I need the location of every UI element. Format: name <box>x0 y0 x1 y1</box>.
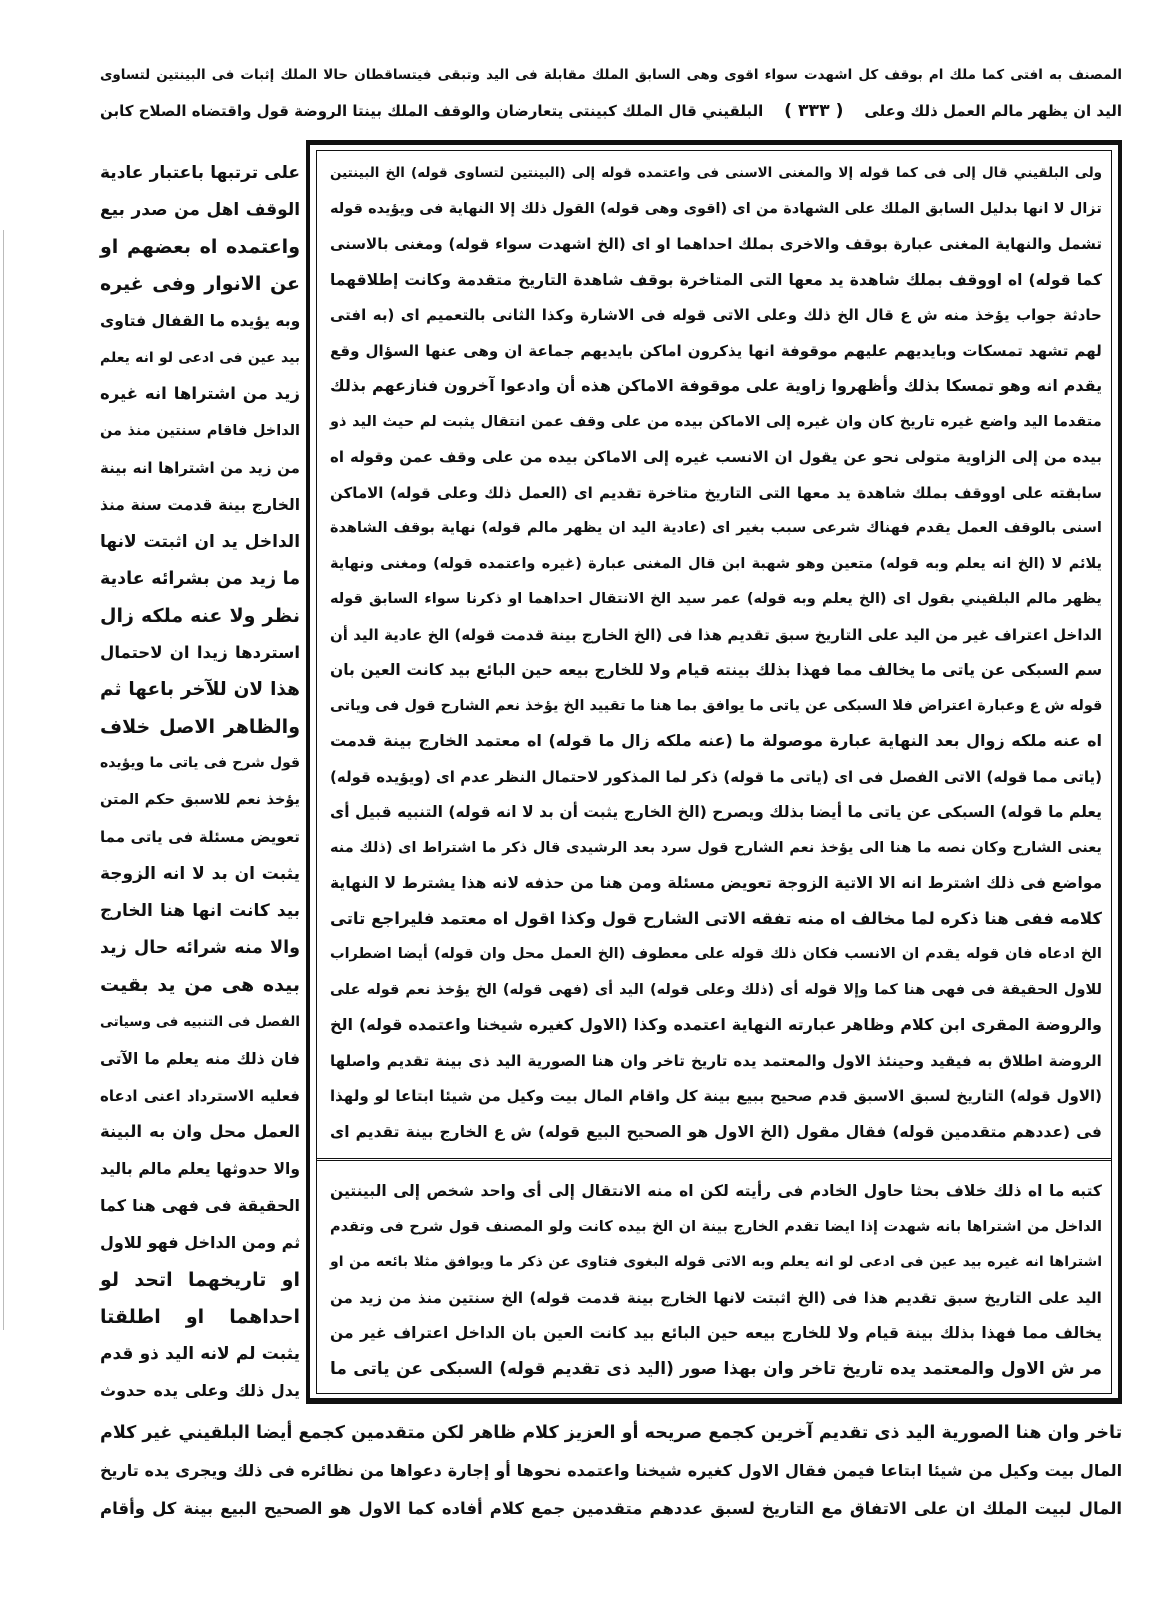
page-number: ( ٣٣٣ ) <box>784 101 844 121</box>
main-text-line: عادية‎ ‎بشرائه‎ ‎من‎ ‎زيد‎ ‎ما <box>100 568 301 589</box>
commentary-line: اى‎ ‎تقديم‎ ‎بينة‎ ‎الخارج‎ ‎ع‎ ‎ش‎ ‎(قوله‎ ‎البيع‎ ‎الصحيح‎ ‎هو‎ ‎الاول‎ ‎الخ)‎ ‎مقول‎ ‎فقال‎ ‎(قوله‎ ‎متقدمين‎ ‎عددهم)‎ ‎فى <box>330 1122 1102 1141</box>
main-text-line: كما‎ ‎هنا‎ ‎فهى‎ ‎فى‎ ‎الحقيقة <box>100 1196 301 1216</box>
main-text-line: البينة‎ ‎به‎ ‎وان‎ ‎محل‎ ‎العمل <box>100 1122 301 1142</box>
commentary-line: بالاسنى‎ ‎ومغنى‎ ‎(قوله‎ ‎سواء‎ ‎اشهدت‎ ‎الخ)‎ ‎اى‎ ‎او‎ ‎احداهما‎ ‎بملك‎ ‎والاخرى‎ ‎بوقف‎ ‎عبارة‎ ‎المغنى‎ ‎والنهاية‎ ‎تشمل <box>330 235 1103 253</box>
scan-edge <box>3 230 4 1330</box>
main-text-line: ويؤيده‎ ‎ما‎ ‎ياتى‎ ‎فى‎ ‎شرح‎ ‎قول <box>100 755 301 772</box>
commentary-line: افتى‎ ‎به)‎ ‎اى‎ ‎بالتعميم‎ ‎الثانى‎ ‎وكذا‎ ‎الاشارة‎ ‎فى‎ ‎قوله‎ ‎الاتى‎ ‎وعلى‎ ‎ذلك‎ ‎الخ‎ ‎قال‎ ‎ع‎ ‎ش‎ ‎منه‎ ‎يؤخذ‎ ‎جواب‎ ‎حادثة <box>330 306 1102 324</box>
commentary-line: اه‎ ‎وقوله‎ ‎عمن‎ ‎وقف‎ ‎على‎ ‎من‎ ‎بيده‎ ‎الاماكن‎ ‎إلى‎ ‎غيره‎ ‎الانسب‎ ‎ان‎ ‎يقول‎ ‎عن‎ ‎نحو‎ ‎متولى‎ ‎الزاوية‎ ‎إلى‎ ‎من‎ ‎بيده <box>330 448 1102 466</box>
main-text-line: قدم‎ ‎ذو‎ ‎اليد‎ ‎لانه‎ ‎لم‎ ‎يثبت <box>100 1343 300 1364</box>
commentary-line: قوله‎ ‎السابق‎ ‎سواء‎ ‎ذكرنا‎ ‎او‎ ‎احداهما‎ ‎الانتقال‎ ‎الخ‎ ‎سيد‎ ‎عمر‎ ‎(قوله‎ ‎وبه‎ ‎يعلم‎ ‎الخ)‎ ‎اى‎ ‎بقول‎ ‎البلقيني‎ ‎مالم‎ ‎يظهر <box>330 591 1102 607</box>
commentary-line: تاتى‎ ‎فليراجع‎ ‎معتمد‎ ‎اه‎ ‎اقول‎ ‎وكذا‎ ‎قول‎ ‎الشارح‎ ‎الاتى‎ ‎تفقه‎ ‎منه‎ ‎اه‎ ‎مخالف‎ ‎لما‎ ‎ذكره‎ ‎هنا‎ ‎ففى‎ ‎كلامه <box>330 908 1103 928</box>
main-text-line: زيد‎ ‎حال‎ ‎شرائه‎ ‎منه‎ ‎والا <box>100 937 300 958</box>
footer-line: تاريخ‎ ‎يده‎ ‎ويجرى‎ ‎ذلك‎ ‎فى‎ ‎نظائره‎ ‎من‎ ‎دعواها‎ ‎إجارة‎ ‎أو‎ ‎نحوها‎ ‎واعتمده‎ ‎شيخنا‎ ‎كغيره‎ ‎الاول‎ ‎فقال‎ ‎فيمن‎ ‎ابتاعا‎ ‎شيئا‎ ‎من‎ ‎وكيل‎ ‎بيت‎ ‎المال <box>100 1461 1123 1480</box>
commentary-line: من‎ ‎زيد‎ ‎من‎ ‎منذ‎ ‎سنتين‎ ‎الخ‎ ‎(قوله‎ ‎قدمت‎ ‎بينة‎ ‎الخارج‎ ‎لانها‎ ‎اثبتت‎ ‎الخ)‎ ‎فى‎ ‎هذا‎ ‎تقديم‎ ‎سبق‎ ‎التاريخ‎ ‎على‎ ‎اليد <box>330 1288 1102 1307</box>
commentary-line: من‎ ‎غير‎ ‎اعتراف‎ ‎الداخل‎ ‎بان‎ ‎العين‎ ‎كانت‎ ‎بيد‎ ‎البائع‎ ‎حين‎ ‎بيعه‎ ‎للخارج‎ ‎ولا‎ ‎قيام‎ ‎بينة‎ ‎بذلك‎ ‎فهذا‎ ‎مما‎ ‎يخالف <box>330 1324 1102 1342</box>
commentary-line: الشاهدة‎ ‎بوقف‎ ‎نهاية‎ ‎(قوله‎ ‎مالم‎ ‎يظهر‎ ‎ان‎ ‎اليد‎ ‎عادية)‎ ‎اى‎ ‎بغير‎ ‎سبب‎ ‎شرعى‎ ‎فهناك‎ ‎يقدم‎ ‎العمل‎ ‎بالوقف‎ ‎اسنى <box>330 520 1102 536</box>
main-text-line: ثم‎ ‎باعها‎ ‎للآخر‎ ‎لان‎ ‎هذا <box>100 678 300 700</box>
commentary-line: أن‎ ‎اليد‎ ‎عادية‎ ‎الخ‎ ‎(قوله‎ ‎قدمت‎ ‎بينة‎ ‎الخارج‎ ‎الخ)‎ ‎فى‎ ‎هذا‎ ‎تقديم‎ ‎سبق‎ ‎التاريخ‎ ‎على‎ ‎اليد‎ ‎من‎ ‎غير‎ ‎اعتراف‎ ‎الداخل <box>330 625 1102 644</box>
main-text-line: او‎ ‎بعضهم‎ ‎اه‎ ‎واعتمده <box>100 235 301 258</box>
commentary-line: وتقدم‎ ‎فى‎ ‎شرح‎ ‎قول‎ ‎المصنف‎ ‎ولو‎ ‎كانت‎ ‎بيده‎ ‎الخ‎ ‎ان‎ ‎بينة‎ ‎الخارج‎ ‎تقدم‎ ‎ايضا‎ ‎إذا‎ ‎شهدت‎ ‎بانه‎ ‎اشتراها‎ ‎من‎ ‎الداخل <box>330 1218 1102 1235</box>
main-text-line: فتاوى‎ ‎القفال‎ ‎ما‎ ‎يؤيده‎ ‎وبه <box>100 311 301 330</box>
commentary-line: واصلها‎ ‎تقديم‎ ‎بينة‎ ‎ذى‎ ‎اليد‎ ‎الصورية‎ ‎هنا‎ ‎وان‎ ‎تاخر‎ ‎تاريخ‎ ‎يده‎ ‎والمعتمد‎ ‎الاول‎ ‎وحينئذ‎ ‎فيقيد‎ ‎به‎ ‎اطلاق‎ ‎الروضة <box>330 1051 1102 1070</box>
commentary-line: على‎ ‎قوله‎ ‎نعم‎ ‎يؤخذ‎ ‎الخ‎ ‎(قوله‎ ‎فهى)‎ ‎أى‎ ‎اليد‎ ‎(قوله‎ ‎وعلى‎ ‎ذلك)‎ ‎أى‎ ‎قوله‎ ‎وإلا‎ ‎كما‎ ‎هنا‎ ‎فهى‎ ‎فى‎ ‎الحقيقة‎ ‎للاول <box>330 981 1102 998</box>
main-text-line: من‎ ‎منذ‎ ‎سنتين‎ ‎فاقام‎ ‎الداخل <box>100 423 300 440</box>
main-text-line: خلاف‎ ‎الاصل‎ ‎والظاهر <box>100 715 300 738</box>
commentary-line: أى‎ ‎قبيل‎ ‎التنبيه‎ ‎(قوله‎ ‎انه‎ ‎لا‎ ‎بد‎ ‎أن‎ ‎يثبت‎ ‎الخارج‎ ‎الخ)‎ ‎ويصرح‎ ‎بذلك‎ ‎أيضا‎ ‎ما‎ ‎ياتى‎ ‎عن‎ ‎السبكى‎ ‎(قوله‎ ‎ما‎ ‎يعلم <box>330 803 1103 821</box>
main-text-line: يعلم‎ ‎انه‎ ‎لو‎ ‎ادعى‎ ‎فى‎ ‎عين‎ ‎بيد <box>100 349 301 366</box>
main-text-line: بقيت‎ ‎يد‎ ‎من‎ ‎هى‎ ‎بيده <box>100 973 300 996</box>
commentary-line: بان‎ ‎العين‎ ‎كانت‎ ‎بيد‎ ‎البائع‎ ‎حين‎ ‎بيعه‎ ‎للخارج‎ ‎ولا‎ ‎قيام‎ ‎بينته‎ ‎بذلك‎ ‎فهذا‎ ‎مما‎ ‎يخالف‎ ‎ما‎ ‎ياتى‎ ‎عن‎ ‎السبكى‎ ‎سم <box>330 661 1103 679</box>
commentary-line: (قوله‎ ‎ويؤيده)‎ ‎اى‎ ‎عدم‎ ‎النظر‎ ‎لاحتمال‎ ‎المذكور‎ ‎لما‎ ‎ذكر‎ ‎(قوله‎ ‎ما‎ ‎ياتى)‎ ‎اى‎ ‎فى‎ ‎الفصل‎ ‎الاتى‎ ‎(قوله‎ ‎مما‎ ‎ياتى) <box>330 767 1102 786</box>
commentary-line: البينتين‎ ‎إلى‎ ‎شخص‎ ‎واحد‎ ‎أى‎ ‎إلى‎ ‎الانتقال‎ ‎منه‎ ‎اه‎ ‎لكن‎ ‎رأيته‎ ‎فى‎ ‎الخادم‎ ‎حاول‎ ‎بحثا‎ ‎خلاف‎ ‎ذلك‎ ‎اه‎ ‎ما‎ ‎كتبه <box>330 1182 1102 1200</box>
commentary-line: ذو‎ ‎اليد‎ ‎حيث‎ ‎لم‎ ‎يثبت‎ ‎انتقال‎ ‎عمن‎ ‎وقف‎ ‎على‎ ‎من‎ ‎بيده‎ ‎الاماكن‎ ‎إلى‎ ‎غيره‎ ‎وان‎ ‎كان‎ ‎تاريخ‎ ‎غيره‎ ‎واضع‎ ‎اليد‎ ‎متقدما <box>330 413 1102 430</box>
main-text-line: زال‎ ‎ملكه‎ ‎عنه‎ ‎ولا‎ ‎نظر <box>100 604 300 627</box>
main-text-line: باليد‎ ‎مالم‎ ‎يعلم‎ ‎حدوثها‎ ‎والا <box>100 1160 300 1179</box>
main-text-line: وسياتى‎ ‎فى‎ ‎التنبيه‎ ‎فى‎ ‎الفصل <box>100 1013 300 1030</box>
main-text-line: منذ‎ ‎سنة‎ ‎قدمت‎ ‎بينة‎ ‎الخارج <box>100 496 301 515</box>
commentary-line: قوله‎ ‎ويؤيده‎ ‎فى‎ ‎النهاية‎ ‎إلا‎ ‎ذلك‎ ‎القول‎ ‎(قوله‎ ‎وهى‎ ‎اقوى)‎ ‎اى‎ ‎من‎ ‎الشهادة‎ ‎على‎ ‎الملك‎ ‎السابق‎ ‎بدليل‎ ‎انها‎ ‎لا‎ ‎تزال <box>330 200 1102 217</box>
footer-line: وأقام‎ ‎كل‎ ‎بينة‎ ‎البيع‎ ‎الصحيح‎ ‎هو‎ ‎الاول‎ ‎كما‎ ‎أفاده‎ ‎كلام‎ ‎جمع‎ ‎متقدمين‎ ‎عددهم‎ ‎لسبق‎ ‎التاريخ‎ ‎مع‎ ‎الاتفاق‎ ‎على‎ ‎ان‎ ‎الملك‎ ‎لبيت‎ ‎المال <box>100 1499 1123 1518</box>
commentary-line: ما‎ ‎ياتى‎ ‎عن‎ ‎السبكى‎ ‎(قوله‎ ‎تقديم‎ ‎ذى‎ ‎اليد)‎ ‎صور‎ ‎بهذا‎ ‎وان‎ ‎تاخر‎ ‎تاريخ‎ ‎يده‎ ‎والمعتمد‎ ‎الاول‎ ‎ش‎ ‎مر <box>330 1358 1103 1379</box>
main-text-line: غيره‎ ‎انه‎ ‎اشتراها‎ ‎من‎ ‎زيد <box>100 384 300 404</box>
header-line: لتساوى‎ ‎البينتين‎ ‎فى‎ ‎إثبات‎ ‎الملك‎ ‎حالا‎ ‎فيتساقطان‎ ‎وتبقى‎ ‎اليد‎ ‎فى‎ ‎مقابلة‎ ‎الملك‎ ‎السابق‎ ‎وهى‎ ‎اقوى‎ ‎سواء‎ ‎اشهدت‎ ‎كل‎ ‎بوقف‎ ‎ام‎ ‎ملك‎ ‎كما‎ ‎افتى‎ ‎به‎ ‎المصنف <box>100 67 1122 83</box>
main-text-line: لو‎ ‎اتحد‎ ‎تاريخهما‎ ‎او <box>100 1269 300 1291</box>
main-text-line: للاول‎ ‎فهو‎ ‎الداخل‎ ‎ومن‎ ‎ثم <box>100 1233 301 1253</box>
commentary-line: ولهذا‎ ‎لو‎ ‎ابتاعا‎ ‎شيئا‎ ‎من‎ ‎وكيل‎ ‎بيت‎ ‎المال‎ ‎واقام‎ ‎كل‎ ‎بينة‎ ‎ببيع‎ ‎صحيح‎ ‎قدم‎ ‎الاسبق‎ ‎لسبق‎ ‎التاريخ‎ ‎(قوله‎ ‎الاول) <box>330 1087 1102 1105</box>
header-text: وعلى‎ ‎ذلك‎ ‎العمل‎ ‎مالم‎ ‎يظهر‎ ‎ان‎ ‎اليد <box>864 102 1122 120</box>
commentary-line: البينتين‎ ‎الخ‎ ‎(قوله‎ ‎لتساوى‎ ‎البينتين)‎ ‎إلى‎ ‎قوله‎ ‎واعتمده‎ ‎فى‎ ‎الاسنى‎ ‎والمغنى‎ ‎إلا‎ ‎قوله‎ ‎كما‎ ‎فى‎ ‎إلى‎ ‎قال‎ ‎البلقيني‎ ‎ولى <box>330 165 1103 181</box>
commentary-line: النهاية‎ ‎لا‎ ‎يشترط‎ ‎هذا‎ ‎لانه‎ ‎حذفه‎ ‎من‎ ‎هنا‎ ‎ومن‎ ‎مسئلة‎ ‎تعويض‎ ‎الزوجة‎ ‎الاتية‎ ‎الا‎ ‎انه‎ ‎اشترط‎ ‎ذلك‎ ‎فى‎ ‎مواضع <box>330 874 1103 892</box>
commentary-line: وقع‎ ‎السؤال‎ ‎عنها‎ ‎وهى‎ ‎ان‎ ‎جماعة‎ ‎بايديهم‎ ‎اماكن‎ ‎يذكرون‎ ‎انها‎ ‎موقوفة‎ ‎عليهم‎ ‎وبايديهم‎ ‎تمسكات‎ ‎تشهد‎ ‎لهم <box>330 341 1102 360</box>
commentary-line: قدمت‎ ‎بينة‎ ‎الخارج‎ ‎معتمد‎ ‎اه‎ ‎(قوله‎ ‎ما‎ ‎زال‎ ‎ملكه‎ ‎عنه)‎ ‎ما‎ ‎موصولة‎ ‎عبارة‎ ‎النهاية‎ ‎بعد‎ ‎زوال‎ ‎ملكه‎ ‎عنه‎ ‎اه <box>330 731 1103 750</box>
commentary-line: الاماكن‎ ‎(قوله‎ ‎وعلى‎ ‎ذلك‎ ‎العمل)‎ ‎اى‎ ‎تقديم‎ ‎متاخرة‎ ‎التاريخ‎ ‎التى‎ ‎معها‎ ‎يد‎ ‎شاهدة‎ ‎بملك‎ ‎اووقف‎ ‎على‎ ‎سابقته <box>330 483 1102 502</box>
commentary-divider <box>316 1158 1112 1161</box>
main-text-line: المتن‎ ‎حكم‎ ‎للاسبق‎ ‎نعم‎ ‎يؤخذ <box>100 792 300 809</box>
main-text-line: لاحتمال‎ ‎ان‎ ‎زيدا‎ ‎استردها <box>100 642 300 662</box>
commentary-line: ونهاية‎ ‎ومغنى‎ ‎(قوله‎ ‎واعتمده‎ ‎غيره)‎ ‎عبارة‎ ‎المغنى‎ ‎قال‎ ‎ابن‎ ‎شهبة‎ ‎وهو‎ ‎متعين‎ ‎(قوله‎ ‎وبه‎ ‎يعلم‎ ‎انه‎ ‎الخ)‎ ‎لا‎ ‎يلائم <box>330 555 1102 572</box>
main-text-line: اطلقتا‎ ‎او‎ ‎احداهما <box>100 1305 300 1328</box>
commentary-line: وياتى‎ ‎فى‎ ‎قول‎ ‎الشارح‎ ‎نعم‎ ‎يؤخذ‎ ‎الخ‎ ‎تقييد‎ ‎ما‎ ‎هنا‎ ‎بما‎ ‎يوافق‎ ‎ما‎ ‎ياتى‎ ‎عن‎ ‎السبكى‎ ‎فلا‎ ‎اعتراض‎ ‎وعبارة‎ ‎ع‎ ‎ش‎ ‎قوله <box>330 697 1103 714</box>
main-text-line: مما‎ ‎ياتى‎ ‎فى‎ ‎مسئلة‎ ‎تعويض <box>100 828 300 847</box>
main-text-line: بينة‎ ‎انه‎ ‎اشتراها‎ ‎من‎ ‎زيد‎ ‎من <box>100 459 300 478</box>
header-text: كابن‎ ‎الصلاح‎ ‎واقتضاه‎ ‎قول‎ ‎الروضة‎ ‎بينتا‎ ‎الملك‎ ‎والوقف‎ ‎يتعارضان‎ ‎كبينتى‎ ‎الملك‎ ‎قال‎ ‎البلقيني <box>100 102 764 120</box>
main-text-line: لانها‎ ‎اثبتت‎ ‎ان‎ ‎يد‎ ‎الداخل <box>100 532 301 552</box>
main-text-line: غيره‎ ‎وفى‎ ‎الانوار‎ ‎عن <box>100 272 301 295</box>
commentary-line: منه‎ ‎ذلك)‎ ‎اى‎ ‎اشتراط‎ ‎ما‎ ‎ذكر‎ ‎قال‎ ‎الرشيدى‎ ‎بعد‎ ‎سرد‎ ‎قول‎ ‎الشارح‎ ‎نعم‎ ‎يؤخذ‎ ‎الى‎ ‎هنا‎ ‎ما‎ ‎نصه‎ ‎وكان‎ ‎الشارح‎ ‎يعنى <box>330 839 1102 856</box>
footer-line: كلام‎ ‎غير‎ ‎البلقيني‎ ‎أيضا‎ ‎كجمع‎ ‎متقدمين‎ ‎لكن‎ ‎ظاهر‎ ‎كلام‎ ‎العزيز‎ ‎أو‎ ‎صريحه‎ ‎كجمع‎ ‎آخرين‎ ‎تقديم‎ ‎ذى‎ ‎اليد‎ ‎الصورية‎ ‎هنا‎ ‎وان‎ ‎تاخر <box>100 1423 1123 1443</box>
main-text-line: حدوث‎ ‎يده‎ ‎وعلى‎ ‎ذلك‎ ‎يدل <box>100 1380 300 1400</box>
main-text-line: ادعاه‎ ‎اعنى‎ ‎الاسترداد‎ ‎فعليه <box>100 1086 300 1105</box>
commentary-line: او‎ ‎من‎ ‎بائعه‎ ‎مثلا‎ ‎ويوافق‎ ‎ما‎ ‎ذكر‎ ‎عن‎ ‎فتاوى‎ ‎البغوى‎ ‎قوله‎ ‎الاتى‎ ‎وبه‎ ‎يعلم‎ ‎انه‎ ‎لو‎ ‎ادعى‎ ‎فى‎ ‎عين‎ ‎بيد‎ ‎غيره‎ ‎انه‎ ‎اشتراها <box>330 1254 1102 1270</box>
main-text-line: الخارج‎ ‎هنا‎ ‎انها‎ ‎كانت‎ ‎بيد <box>100 901 301 921</box>
header-line <box>100 96 1122 126</box>
main-text-line: الزوجة‎ ‎انه‎ ‎لا‎ ‎بد‎ ‎ان‎ ‎يثبت <box>100 864 300 885</box>
commentary-line: بذلك‎ ‎فنازعهم‎ ‎آخرون‎ ‎وادعوا‎ ‎أن‎ ‎هذه‎ ‎الاماكن‎ ‎موقوفة‎ ‎على‎ ‎زاوية‎ ‎وأظهروا‎ ‎بذلك‎ ‎تمسكا‎ ‎وهو‎ ‎انه‎ ‎يقدم <box>330 376 1103 395</box>
main-text-line: الآتى‎ ‎ما‎ ‎يعلم‎ ‎منه‎ ‎ذلك‎ ‎فان <box>100 1049 300 1068</box>
main-text-line: عادية‎ ‎باعتبار‎ ‎ترتبها‎ ‎على <box>100 163 301 183</box>
commentary-line: إطلاقهما‎ ‎وكانت‎ ‎متقدمة‎ ‎التاريخ‎ ‎شاهدة‎ ‎بوقف‎ ‎المتاخرة‎ ‎التى‎ ‎معها‎ ‎يد‎ ‎شاهدة‎ ‎بملك‎ ‎اووقف‎ ‎اه‎ ‎(قوله‎ ‎كما <box>330 270 1102 289</box>
commentary-line: الخ‎ ‎(قوله‎ ‎واعتمده‎ ‎شيخنا‎ ‎كغيره‎ ‎الاول)‎ ‎وكذا‎ ‎اعتمده‎ ‎النهاية‎ ‎عبارته‎ ‎وظاهر‎ ‎كلام‎ ‎ابن‎ ‎المقرى‎ ‎والروضة <box>330 1015 1102 1034</box>
main-text-line: بيع‎ ‎صدر‎ ‎من‎ ‎اهل‎ ‎الوقف <box>100 199 301 220</box>
commentary-line: اضطراب‎ ‎أيضا‎ ‎(قوله‎ ‎وان‎ ‎محل‎ ‎العمل‎ ‎الخ)‎ ‎معطوف‎ ‎على‎ ‎قوله‎ ‎ذلك‎ ‎فكان‎ ‎الانسب‎ ‎ان‎ ‎يقدم‎ ‎قوله‎ ‎فان‎ ‎ادعاه‎ ‎الخ <box>330 946 1102 962</box>
